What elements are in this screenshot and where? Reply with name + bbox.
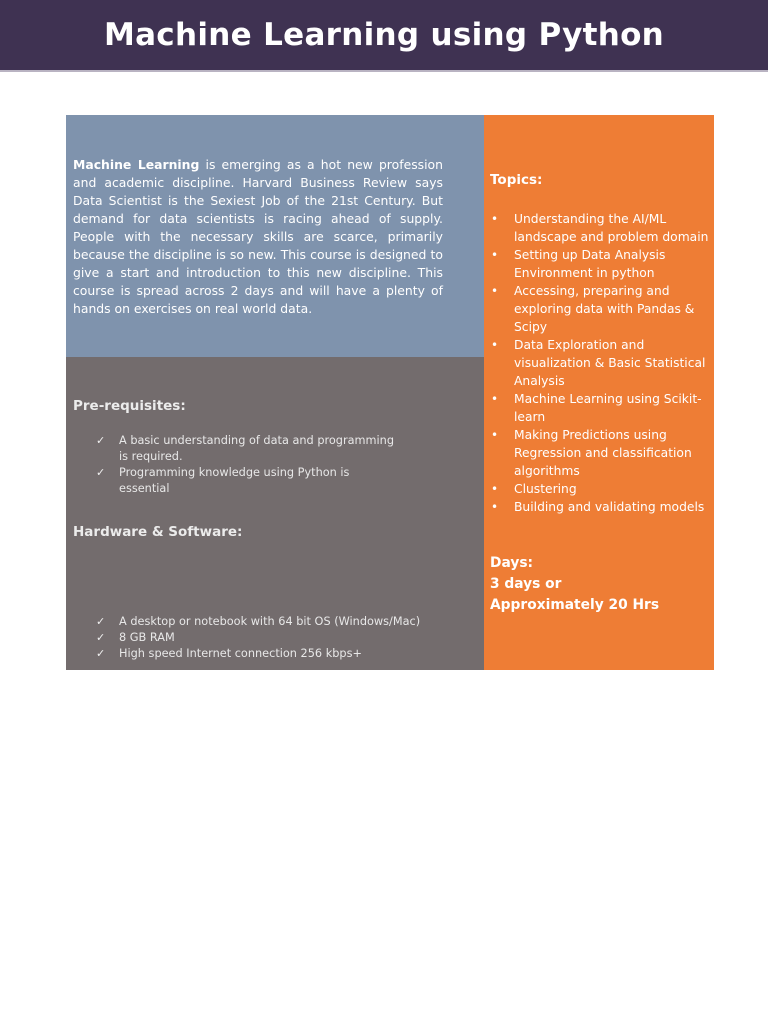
item-text: Building and validating models: [514, 500, 705, 514]
prerequisites-heading: Pre-requisites:: [73, 398, 186, 414]
check-icon: ✓: [96, 466, 106, 479]
bullet-icon: •: [491, 338, 499, 352]
item-text: Data Exploration and visualization & Basic Statistical Analysis: [514, 338, 706, 388]
topics-heading: Topics:: [490, 172, 543, 188]
item-text: A desktop or notebook with 64 bit OS (Windows/Mac): [119, 615, 421, 628]
days-block: [490, 553, 710, 616]
hardware-list: [96, 614, 456, 662]
list-item: [490, 246, 710, 282]
check-icon: ✓: [96, 631, 106, 644]
check-icon: ✓: [96, 647, 106, 660]
days-line-2: Approximately 20 Hrs: [490, 597, 660, 613]
topics-list: [490, 210, 710, 516]
list-item: [490, 426, 710, 480]
bullet-icon: •: [491, 428, 499, 442]
item-text: Making Predictions using Regression and classification algorithms: [514, 428, 692, 478]
item-text: Clustering: [514, 482, 577, 496]
bullet-icon: •: [491, 284, 499, 298]
bullet-icon: •: [491, 212, 499, 226]
item-text: Accessing, preparing and exploring data with Pandas & Scipy: [514, 284, 695, 334]
check-icon: ✓: [96, 615, 106, 628]
intro-panel: [66, 115, 484, 357]
list-item: [490, 336, 710, 390]
intro-lead: Machine Learning: [73, 157, 200, 172]
list-item: [490, 390, 710, 426]
bullet-icon: •: [491, 248, 499, 262]
list-item: [490, 210, 710, 246]
days-line-1: 3 days or: [490, 576, 562, 592]
item-text: Machine Learning using Scikit-learn: [514, 392, 702, 424]
bullet-icon: •: [491, 392, 499, 406]
item-text: Setting up Data Analysis Environment in python: [514, 248, 666, 280]
prerequisites-list: [96, 433, 396, 497]
list-item: [96, 646, 456, 662]
list-item: [96, 465, 396, 497]
list-item: [490, 282, 710, 336]
prerequisites-panel: [66, 357, 484, 670]
bullet-icon: •: [491, 482, 499, 496]
list-item: [96, 433, 396, 465]
item-text: High speed Internet connection 256 kbps+: [119, 647, 362, 660]
item-text: 8 GB RAM: [119, 631, 175, 644]
list-item: [490, 480, 710, 498]
page-title: Machine Learning using Python: [103, 17, 665, 53]
list-item: [96, 630, 456, 646]
title-banner: [0, 0, 768, 72]
bullet-icon: •: [491, 500, 499, 514]
list-item: [96, 614, 456, 630]
check-icon: ✓: [96, 434, 106, 447]
list-item: [490, 498, 710, 516]
item-text: A basic understanding of data and programming is required.: [119, 434, 395, 463]
days-heading: Days:: [490, 555, 534, 571]
intro-paragraph: [73, 156, 443, 318]
item-text: Understanding the AI/ML landscape and problem domain: [514, 212, 709, 244]
topics-panel: [484, 115, 714, 670]
item-text: Programming knowledge using Python is essential: [119, 466, 350, 495]
hardware-heading: Hardware & Software:: [73, 524, 243, 540]
intro-text: is emerging as a hot new profession and academic discipline. Harvard Business Review says Data Scientist is the Sexiest Job of the 21st Century. But demand for data scientists is racing ahead of supply. People with the necessary skills are scarce, primarily because the discipline is so new. This course is designed to give a start and introduction to this new discipline. This course is spread across 2 days and will have a plenty of hands on exercises on real world data.: [73, 157, 443, 316]
